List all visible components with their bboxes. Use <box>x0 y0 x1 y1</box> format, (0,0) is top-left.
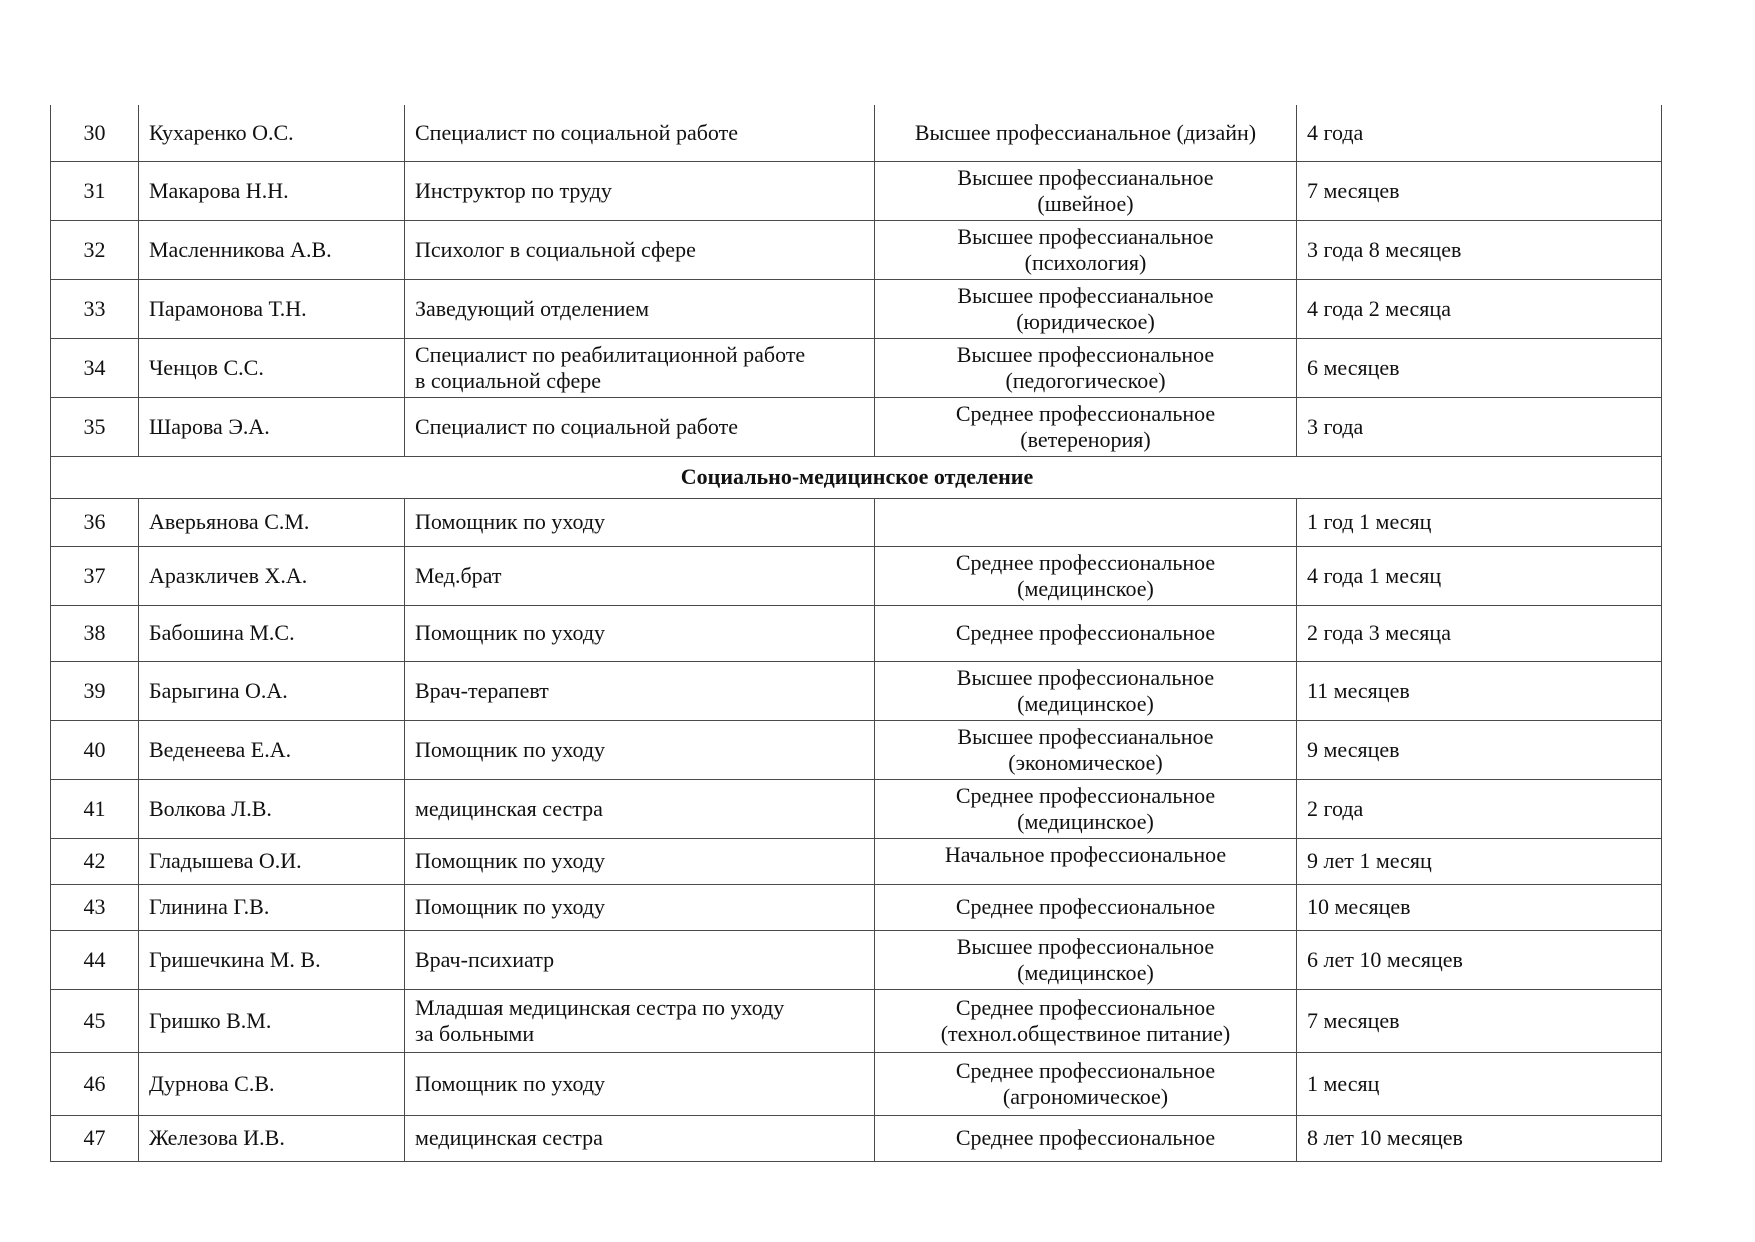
education-line: Среднее профессиональное <box>955 1125 1216 1150</box>
row-number-cell: 47 <box>51 1115 139 1161</box>
position-cell <box>405 838 875 884</box>
employee-name-cell: Барыгина О.А. <box>139 661 405 720</box>
education-cell <box>875 989 1297 1052</box>
staff-table <box>50 105 1662 1162</box>
education-line: (психология) <box>1024 249 1147 275</box>
experience-cell: 2 года <box>1297 779 1662 838</box>
employee-name-cell: Макарова Н.Н. <box>139 161 405 220</box>
position-line: Специалист по социальной работе <box>415 413 738 439</box>
row-number-cell: 41 <box>51 779 139 838</box>
education-line: Среднее профессиональное <box>955 1057 1216 1083</box>
table-row <box>51 338 1662 397</box>
experience-cell: 4 года 2 месяца <box>1297 279 1662 338</box>
experience-cell: 10 месяцев <box>1297 884 1662 930</box>
position-cell <box>405 779 875 838</box>
position-cell <box>405 397 875 456</box>
experience-cell: 1 месяц <box>1297 1052 1662 1115</box>
education-line: Высшее профессианальное (дизайн) <box>914 119 1257 145</box>
employee-name-cell: Аразкличев Х.А. <box>139 546 405 605</box>
row-number-cell: 30 <box>51 105 139 161</box>
experience-cell: 2 года 3 месяца <box>1297 605 1662 661</box>
table-row <box>51 779 1662 838</box>
table-row <box>51 1052 1662 1115</box>
employee-name-cell: Железова И.В. <box>139 1115 405 1161</box>
position-cell <box>405 161 875 220</box>
row-number-cell: 34 <box>51 338 139 397</box>
education-line: (педогогическое) <box>1005 367 1166 393</box>
table-row <box>51 661 1662 720</box>
employee-name-cell: Гришко В.М. <box>139 989 405 1052</box>
experience-cell: 4 года <box>1297 105 1662 161</box>
education-cell <box>875 838 1297 884</box>
row-number-cell: 43 <box>51 884 139 930</box>
position-line: медицинская сестра <box>415 1125 603 1150</box>
table-row <box>51 220 1662 279</box>
table-row <box>51 161 1662 220</box>
experience-cell: 7 месяцев <box>1297 989 1662 1052</box>
education-cell <box>875 161 1297 220</box>
position-line: Мед.брат <box>415 562 502 588</box>
employee-name-cell: Масленникова А.В. <box>139 220 405 279</box>
table-row <box>51 498 1662 546</box>
employee-name-cell: Дурнова С.В. <box>139 1052 405 1115</box>
position-line: Заведующий отделением <box>415 295 650 321</box>
position-line: Младшая медицинская сестра по уходу <box>415 994 785 1020</box>
education-cell <box>875 105 1297 161</box>
table-row <box>51 1115 1662 1161</box>
table-row <box>51 720 1662 779</box>
position-cell <box>405 661 875 720</box>
row-number-cell: 46 <box>51 1052 139 1115</box>
section-title: Социально-медицинское отделение <box>51 456 1662 498</box>
employee-name-cell: Аверьянова С.М. <box>139 498 405 546</box>
education-line: Среднее профессиональное <box>955 400 1216 426</box>
position-line: Помощник по уходу <box>415 620 606 645</box>
education-line: Начальное профессиональное <box>944 841 1227 867</box>
education-line: (юридическое) <box>1016 308 1155 334</box>
position-line: Специалист по реабилитационной работе <box>415 341 806 367</box>
experience-cell: 4 года 1 месяц <box>1297 546 1662 605</box>
position-cell <box>405 720 875 779</box>
education-cell <box>875 338 1297 397</box>
experience-cell: 1 год 1 месяц <box>1297 498 1662 546</box>
education-line: (швейное) <box>1037 190 1134 216</box>
employee-name-cell: Кухаренко О.С. <box>139 105 405 161</box>
position-cell <box>405 279 875 338</box>
education-cell <box>875 930 1297 989</box>
education-line: Высшее профессианальное <box>957 723 1214 749</box>
position-cell <box>405 220 875 279</box>
table-row <box>51 930 1662 989</box>
table-row <box>51 397 1662 456</box>
education-line: Высшее профессианальное <box>957 164 1214 190</box>
education-line: (технол.обществиное питание) <box>940 1020 1231 1046</box>
experience-cell: 3 года 8 месяцев <box>1297 220 1662 279</box>
row-number-cell: 32 <box>51 220 139 279</box>
table-row <box>51 546 1662 605</box>
education-cell <box>875 220 1297 279</box>
employee-name-cell: Шарова Э.А. <box>139 397 405 456</box>
staff-table-body <box>51 105 1662 1161</box>
table-row <box>51 605 1662 661</box>
education-cell <box>875 279 1297 338</box>
employee-name-cell: Парамонова Т.Н. <box>139 279 405 338</box>
education-line: Высшее профессиональное <box>956 341 1215 367</box>
education-cell <box>875 720 1297 779</box>
row-number-cell: 44 <box>51 930 139 989</box>
row-number-cell: 38 <box>51 605 139 661</box>
education-line: (медицинское) <box>1017 575 1154 601</box>
position-cell <box>405 105 875 161</box>
position-cell <box>405 605 875 661</box>
position-cell <box>405 1052 875 1115</box>
position-line: Помощник по уходу <box>415 894 606 919</box>
experience-cell: 11 месяцев <box>1297 661 1662 720</box>
row-number-cell: 36 <box>51 498 139 546</box>
employee-name-cell: Гришечкина М. В. <box>139 930 405 989</box>
education-line: Среднее профессиональное <box>955 549 1216 575</box>
education-line: Высшее профессианальное <box>957 223 1214 249</box>
position-line: Специалист по социальной работе <box>415 119 738 145</box>
row-number-cell: 39 <box>51 661 139 720</box>
education-line: (ветеренория) <box>1020 426 1151 452</box>
experience-cell: 6 месяцев <box>1297 338 1662 397</box>
education-line: Среднее профессиональное <box>955 994 1216 1020</box>
education-cell <box>875 397 1297 456</box>
experience-cell: 8 лет 10 месяцев <box>1297 1115 1662 1161</box>
position-line: Помощник по уходу <box>415 1070 606 1096</box>
education-line: (медицинское) <box>1017 808 1154 834</box>
experience-cell: 7 месяцев <box>1297 161 1662 220</box>
section-header-row <box>51 456 1662 498</box>
table-row <box>51 838 1662 884</box>
education-cell <box>875 779 1297 838</box>
row-number-cell: 35 <box>51 397 139 456</box>
education-line: (агрономическое) <box>1002 1083 1169 1109</box>
education-cell <box>875 605 1297 661</box>
experience-cell: 6 лет 10 месяцев <box>1297 930 1662 989</box>
education-cell <box>875 661 1297 720</box>
table-row <box>51 105 1662 161</box>
table-row <box>51 279 1662 338</box>
position-cell <box>405 884 875 930</box>
education-line: (медицинское) <box>1017 959 1154 985</box>
position-line: Врач-психиатр <box>415 946 555 972</box>
education-line: Высшее профессиональное <box>956 933 1215 959</box>
employee-name-cell: Гладышева О.И. <box>139 838 405 884</box>
education-cell <box>875 546 1297 605</box>
position-cell <box>405 930 875 989</box>
education-cell <box>875 884 1297 930</box>
education-line: (экономическое) <box>1008 749 1163 775</box>
position-cell <box>405 1115 875 1161</box>
position-line: в социальной сфере <box>415 367 602 393</box>
employee-name-cell: Ченцов С.С. <box>139 338 405 397</box>
row-number-cell: 37 <box>51 546 139 605</box>
education-line: Среднее профессиональное <box>955 894 1216 919</box>
position-line: Помощник по уходу <box>415 848 606 873</box>
table-row <box>51 989 1662 1052</box>
education-line: Высшее профессиональное <box>956 664 1215 690</box>
row-number-cell: 45 <box>51 989 139 1052</box>
education-line: (медицинское) <box>1017 690 1154 716</box>
row-number-cell: 40 <box>51 720 139 779</box>
education-cell <box>875 498 1297 546</box>
position-cell <box>405 498 875 546</box>
experience-cell: 9 лет 1 месяц <box>1297 838 1662 884</box>
experience-cell: 3 года <box>1297 397 1662 456</box>
position-line: Инструктор по труду <box>415 177 612 203</box>
row-number-cell: 31 <box>51 161 139 220</box>
education-line: Среднее профессиональное <box>955 782 1216 808</box>
experience-cell: 9 месяцев <box>1297 720 1662 779</box>
education-line: Среднее профессиональное <box>955 620 1216 645</box>
education-cell <box>875 1115 1297 1161</box>
position-line: Помощник по уходу <box>415 509 606 534</box>
position-line: Врач-терапевт <box>415 677 549 703</box>
position-line: Помощник по уходу <box>415 736 606 762</box>
position-cell <box>405 989 875 1052</box>
position-cell <box>405 546 875 605</box>
position-line: Психолог в социальной сфере <box>415 236 696 262</box>
position-line: медицинская сестра <box>415 795 603 821</box>
row-number-cell: 33 <box>51 279 139 338</box>
education-line: Высшее профессианальное <box>957 282 1214 308</box>
employee-name-cell: Веденеева Е.А. <box>139 720 405 779</box>
position-line: за больными <box>415 1020 535 1046</box>
employee-name-cell: Волкова Л.В. <box>139 779 405 838</box>
education-cell <box>875 1052 1297 1115</box>
employee-name-cell: Глинина Г.В. <box>139 884 405 930</box>
position-cell <box>405 338 875 397</box>
table-row <box>51 884 1662 930</box>
employee-name-cell: Бабошина М.С. <box>139 605 405 661</box>
row-number-cell: 42 <box>51 838 139 884</box>
